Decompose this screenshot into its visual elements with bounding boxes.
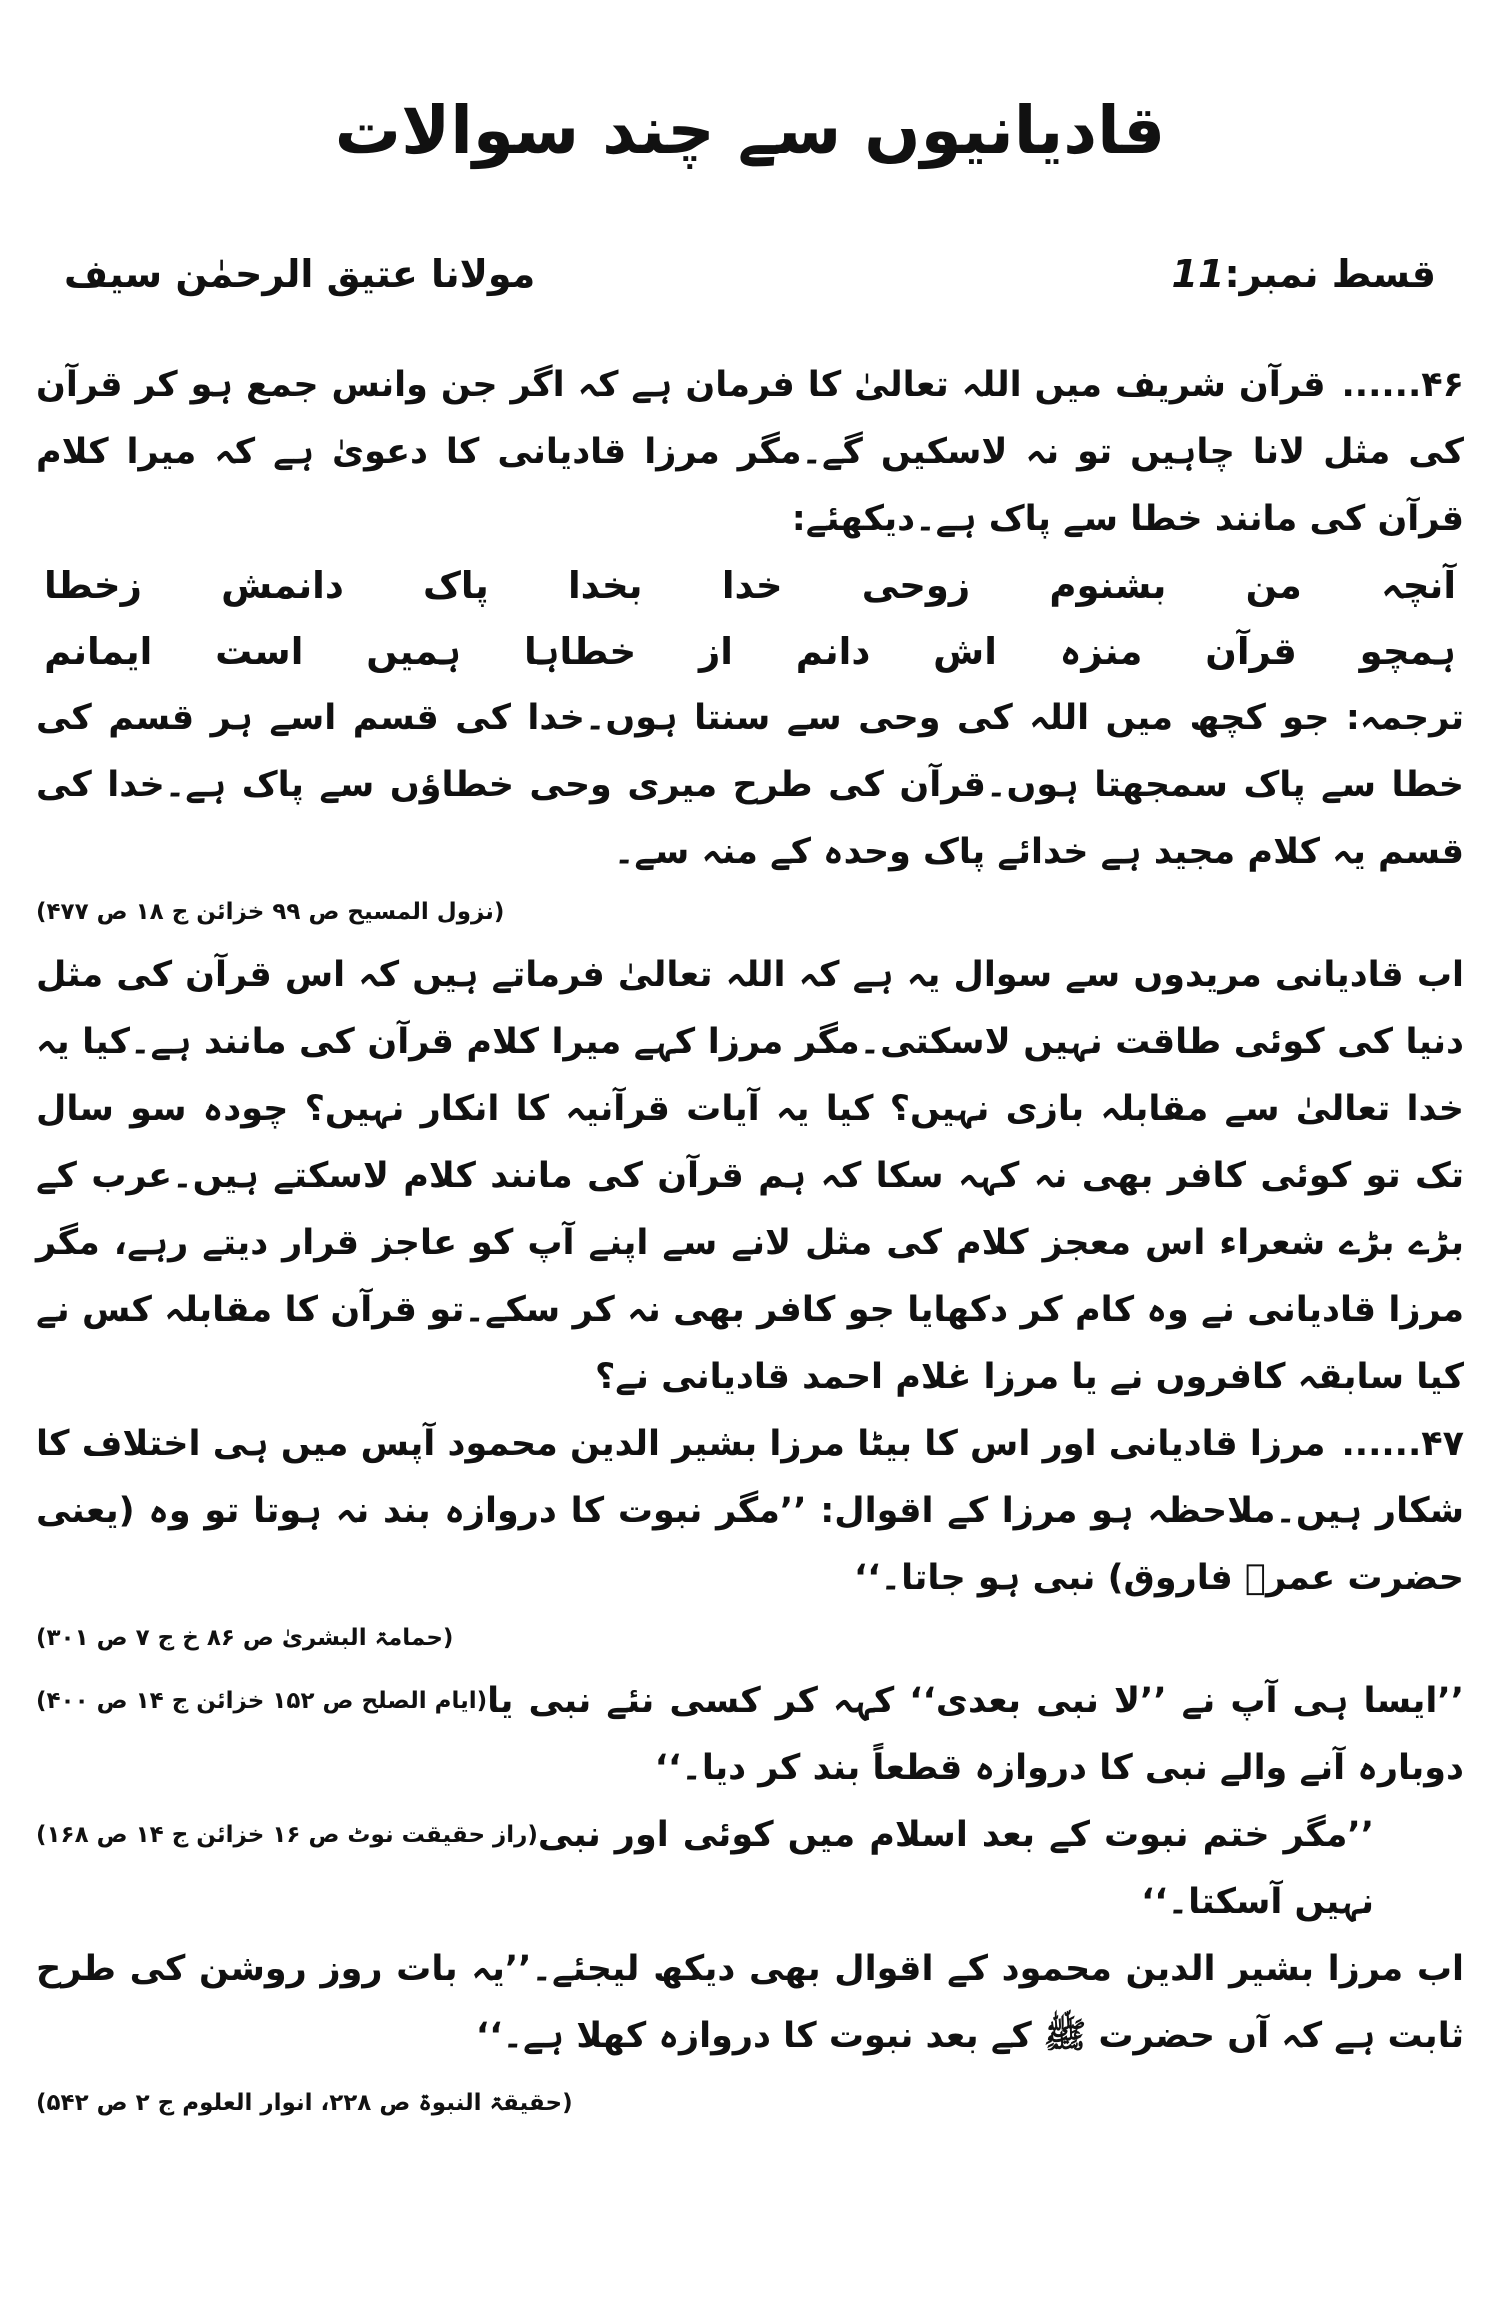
reference-citation: (حقیقۃ النبوۃ ص ۲۲۸، انوار العلوم ج ۲ ص ۵۴۲) <box>36 2090 573 2116</box>
verse-word: منزہ <box>1059 630 1143 673</box>
persian-verse-line-2 <box>44 619 1456 685</box>
verse-word: است <box>215 630 304 673</box>
author-name: مولانا عتیق الرحمٰن سیف <box>64 252 536 296</box>
verse-word: پاک <box>423 564 489 607</box>
quote-text: ’’مگر ختم نبوت کے بعد اسلام میں کوئی اور نبی نہیں آسکتا۔‘‘ <box>537 1815 1374 1922</box>
byline <box>64 252 1436 312</box>
verse-word: قرآن <box>1205 630 1297 673</box>
installment-label <box>1172 252 1436 296</box>
verse-word: دانمش <box>221 564 344 607</box>
quote-text: اب مرزا بشیر الدین محمود کے اقوال بھی دیکھ لیجئے۔’’یہ بات روز روشن کی طرح ثابت ہے کہ آں حضرت ﷺ کے بعد نبوت کا دروازہ کھلا ہے۔‘‘ <box>36 1949 1464 2056</box>
question-text: قرآن شریف میں اللہ تعالیٰ کا فرمان ہے کہ اگر جن وانس جمع ہو کر قرآن کی مثل لانا چاہیں تو نہ لاسکیں گے۔مگر مرزا قادیانی کا دعویٰ ہے کہ میرا کلام قرآن کی مانند خطا سے پاک ہے۔دیکھئے: <box>36 365 1464 539</box>
question-46-intro <box>36 352 1464 553</box>
reference-citation: (نزول المسیح ص ۹۹ خزائن ج ۱۸ ص ۴۷۷) <box>36 899 505 925</box>
article-body <box>36 352 1464 2137</box>
question-text: مرزا قادیانی اور اس کا بیٹا مرزا بشیر الدین محمود آپس میں ہی اختلاف کا شکار ہیں۔ملاحظہ ہو مرزا کے اقوال: ’’مگر نبوت کا دروازہ بند نہ ہوتا تو وہ (یعنی حضرت عمرؓ فاروق) نبی ہو جاتا۔‘‘ <box>36 1424 1464 1598</box>
verse-word: خطاہا <box>523 630 637 673</box>
reference-citation: (راز حقیقت نوٹ ص ۱۶ خزائن ج ۱۴ ص ۱۶۸) <box>36 1822 538 1848</box>
question-46-body: اب قادیانی مریدوں سے سوال یہ ہے کہ اللہ تعالیٰ فرماتے ہیں کہ اس قرآن کی مثل دنیا کی کوئی طاقت نہیں لاسکتی۔مگر مرزا کہے میرا کلام قرآن کی مانند ہے۔کیا یہ خدا تعالیٰ سے مقابلہ بازی نہیں؟ کیا یہ آیات قرآنیہ کا انکار نہیں؟ چودہ سو سال تک تو کوئی کافر بھی نہ کہہ سکا کہ ہم قرآن کی مانند کلام لاسکتے ہیں۔عرب کے بڑے بڑے شعراء اس معجز کلام کی مثل لانے سے اپنے آپ کو عاجز قرار دیتے رہے، مگر مرزا قادیانی نے وہ کام کر دکھایا جو کافر بھی نہ کر سکے۔تو قرآن کا مقابلہ کس نے کیا سابقہ کافروں نے یا مرزا غلام احمد قادیانی نے؟ <box>36 955 1464 1397</box>
question-47-intro <box>36 1411 1464 1612</box>
reference-citation: (ایام الصلح ص ۱۵۲ خزائن ج ۱۴ ص ۴۰۰) <box>36 1688 488 1714</box>
verse-word: از <box>698 630 733 673</box>
reference-citation: (حمامۃ البشریٰ ص ۸۶ خ ج ۷ ص ۳۰۱) <box>36 1625 454 1651</box>
verse-word: خدا <box>721 564 783 607</box>
verse-word: اش <box>933 630 997 673</box>
verse-word: ایمانم <box>44 630 153 673</box>
quote-paragraph <box>36 1668 1464 1802</box>
quote-text: ’’ایسا ہی آپ نے ’’لا نبی بعدی‘‘ کہہ کر کسی نئے نبی یا دوبارہ آنے والے نبی کا دروازہ قطعاً بند کر دیا۔‘‘ <box>487 1681 1464 1788</box>
question-number: ۴۶...... <box>1341 365 1464 405</box>
page-title: قادیانیوں سے چند سوالات <box>334 92 1166 169</box>
verse-word: بشنوم <box>1049 564 1167 607</box>
verse-word: ہمچو <box>1359 630 1456 673</box>
installment-number: 11 <box>1171 252 1225 296</box>
verse-word: زخطا <box>44 564 142 607</box>
verse-word: بخدا <box>567 564 643 607</box>
verse-word: زوحی <box>861 564 971 607</box>
question-number: ۴۷...... <box>1341 1424 1464 1464</box>
verse-word: دانم <box>795 630 871 673</box>
verse-word: ہمیں <box>366 630 462 673</box>
translation-paragraph: ترجمہ: جو کچھ میں اللہ کی وحی سے سنتا ہوں۔خدا کی قسم اسے ہر قسم کی خطا سے پاک سمجھتا ہوں۔قرآن کی طرح میری وحی خطاؤں سے پاک ہے۔خدا کی قسم یہ کلام مجید ہے خدائے پاک وحدہ کے منہ سے۔ <box>36 698 1464 872</box>
quote-paragraph <box>36 1802 1464 1936</box>
son-quote-paragraph <box>36 1936 1464 2116</box>
verse-word: من <box>1245 564 1302 607</box>
verse-word: آنچہ <box>1381 564 1456 607</box>
installment-text: قسط نمبر: <box>1224 252 1436 296</box>
persian-verse-line-1 <box>44 553 1456 619</box>
